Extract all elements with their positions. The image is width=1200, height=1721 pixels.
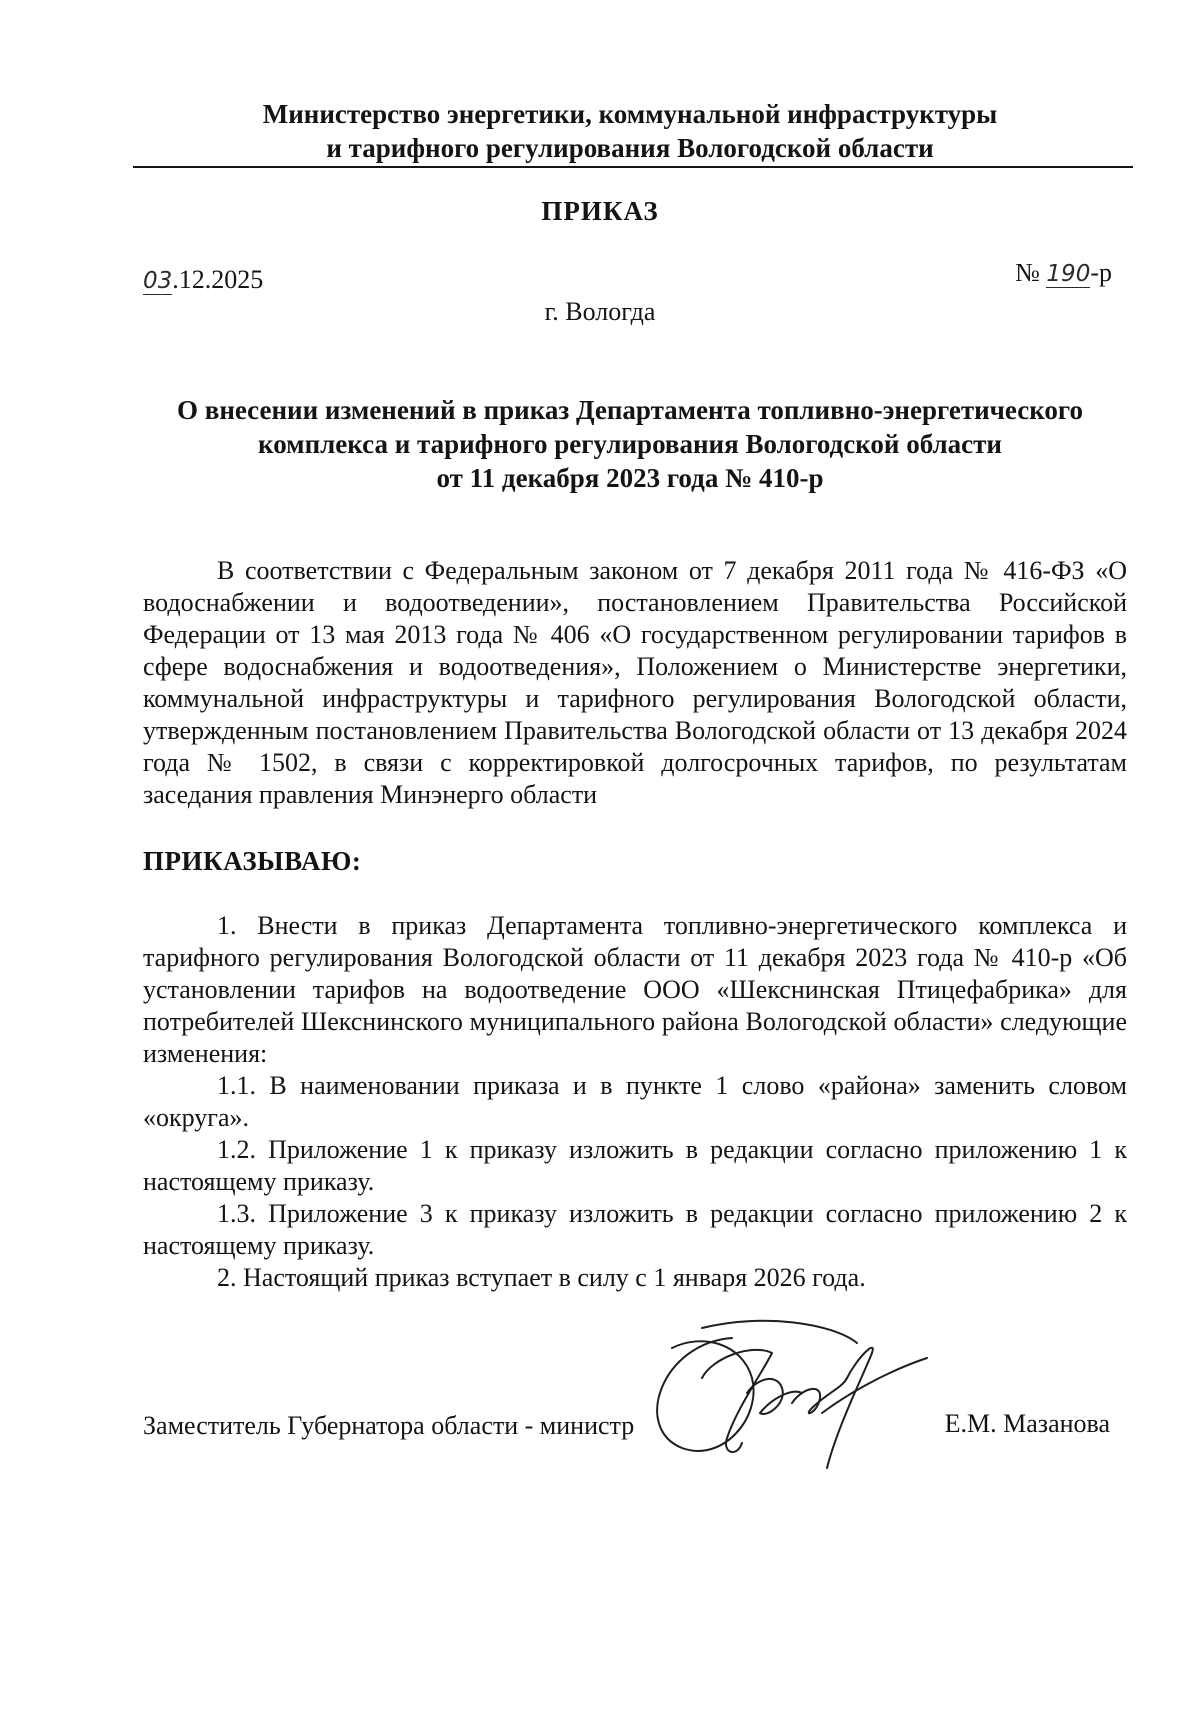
subject-line-2: комплекса и тарифного регулирования Вологодской области	[258, 429, 1002, 459]
order-item: 1. Внести в приказ Департамента топливно-энергетического комплекса и тарифного регулирования Вологодской области от 11 декабря 2023 года № 410-р «Об установлении тарифов на водоотведение ООО «Шекснинская Птицефабрика» для потребителей Шекснинского муниципального района Вологодской области» следующие изменения:	[143, 911, 1127, 1068]
document-city: г. Вологда	[544, 297, 656, 326]
number-suffix: -р	[1090, 258, 1112, 287]
number-handwritten: 190	[1046, 261, 1091, 287]
subject-line-1: О внесении изменений в приказ Департамента топливно-энергетического	[176, 395, 1083, 425]
order-word: ПРИКАЗЫВАЮ:	[143, 846, 362, 876]
handwritten-signature	[642, 1318, 932, 1478]
preamble-paragraph	[143, 555, 1127, 811]
signatory-name: Е.М. Мазанова	[944, 1409, 1110, 1438]
document-number	[1015, 258, 1112, 288]
date-handwritten-day: 03	[143, 268, 173, 294]
order-item: 2. Настоящий приказ вступает в силу с 1 января 2026 года.	[217, 1263, 866, 1292]
organization-name-line-1: Министерство энергетики, коммунальной инфраструктуры	[262, 99, 998, 129]
organization-name-line-2: и тарифного регулирования Вологодской области	[326, 133, 934, 163]
order-item: 1.3. Приложение 3 к приказу изложить в редакции согласно приложению 2 к настоящему приказу.	[143, 1199, 1127, 1260]
header-rule	[133, 166, 1133, 168]
document-type: ПРИКАЗ	[541, 196, 659, 226]
preamble-text: В соответствии с Федеральным законом от 7 декабря 2011 года № 416-ФЗ «О водоснабжении и водоотведении», постановлением Правительства Российской Федерации от 13 мая 2013 года № 406 «О государственном регулировании тарифов в сфере водоснабжения и водоотведения», Положением о Министерстве энергетики, коммунальной инфраструктуры и тарифного регулирования Вологодской области, утвержденным постановлением Правительства Вологодской области от 13 декабря 2024 года № 1502, в связи с корректировкой долгосрочных тарифов, по результатам заседания правления Минэнерго области	[143, 556, 1127, 809]
order-item: 1.2. Приложение 1 к приказу изложить в редакции согласно приложению 1 к настоящему приказу.	[143, 1135, 1127, 1196]
order-items	[143, 910, 1127, 1294]
document-subject	[140, 393, 1120, 495]
signatory-position: Заместитель Губернатора области - министр	[143, 1411, 635, 1440]
document-date	[143, 265, 263, 295]
subject-line-3: от 11 декабря 2023 года № 410-р	[436, 463, 824, 493]
number-prefix: №	[1015, 258, 1047, 287]
order-item: 1.1. В наименовании приказа и в пункте 1 слово «района» заменить словом «округа».	[143, 1071, 1127, 1132]
date-printed-part: .12.2025	[172, 265, 264, 294]
